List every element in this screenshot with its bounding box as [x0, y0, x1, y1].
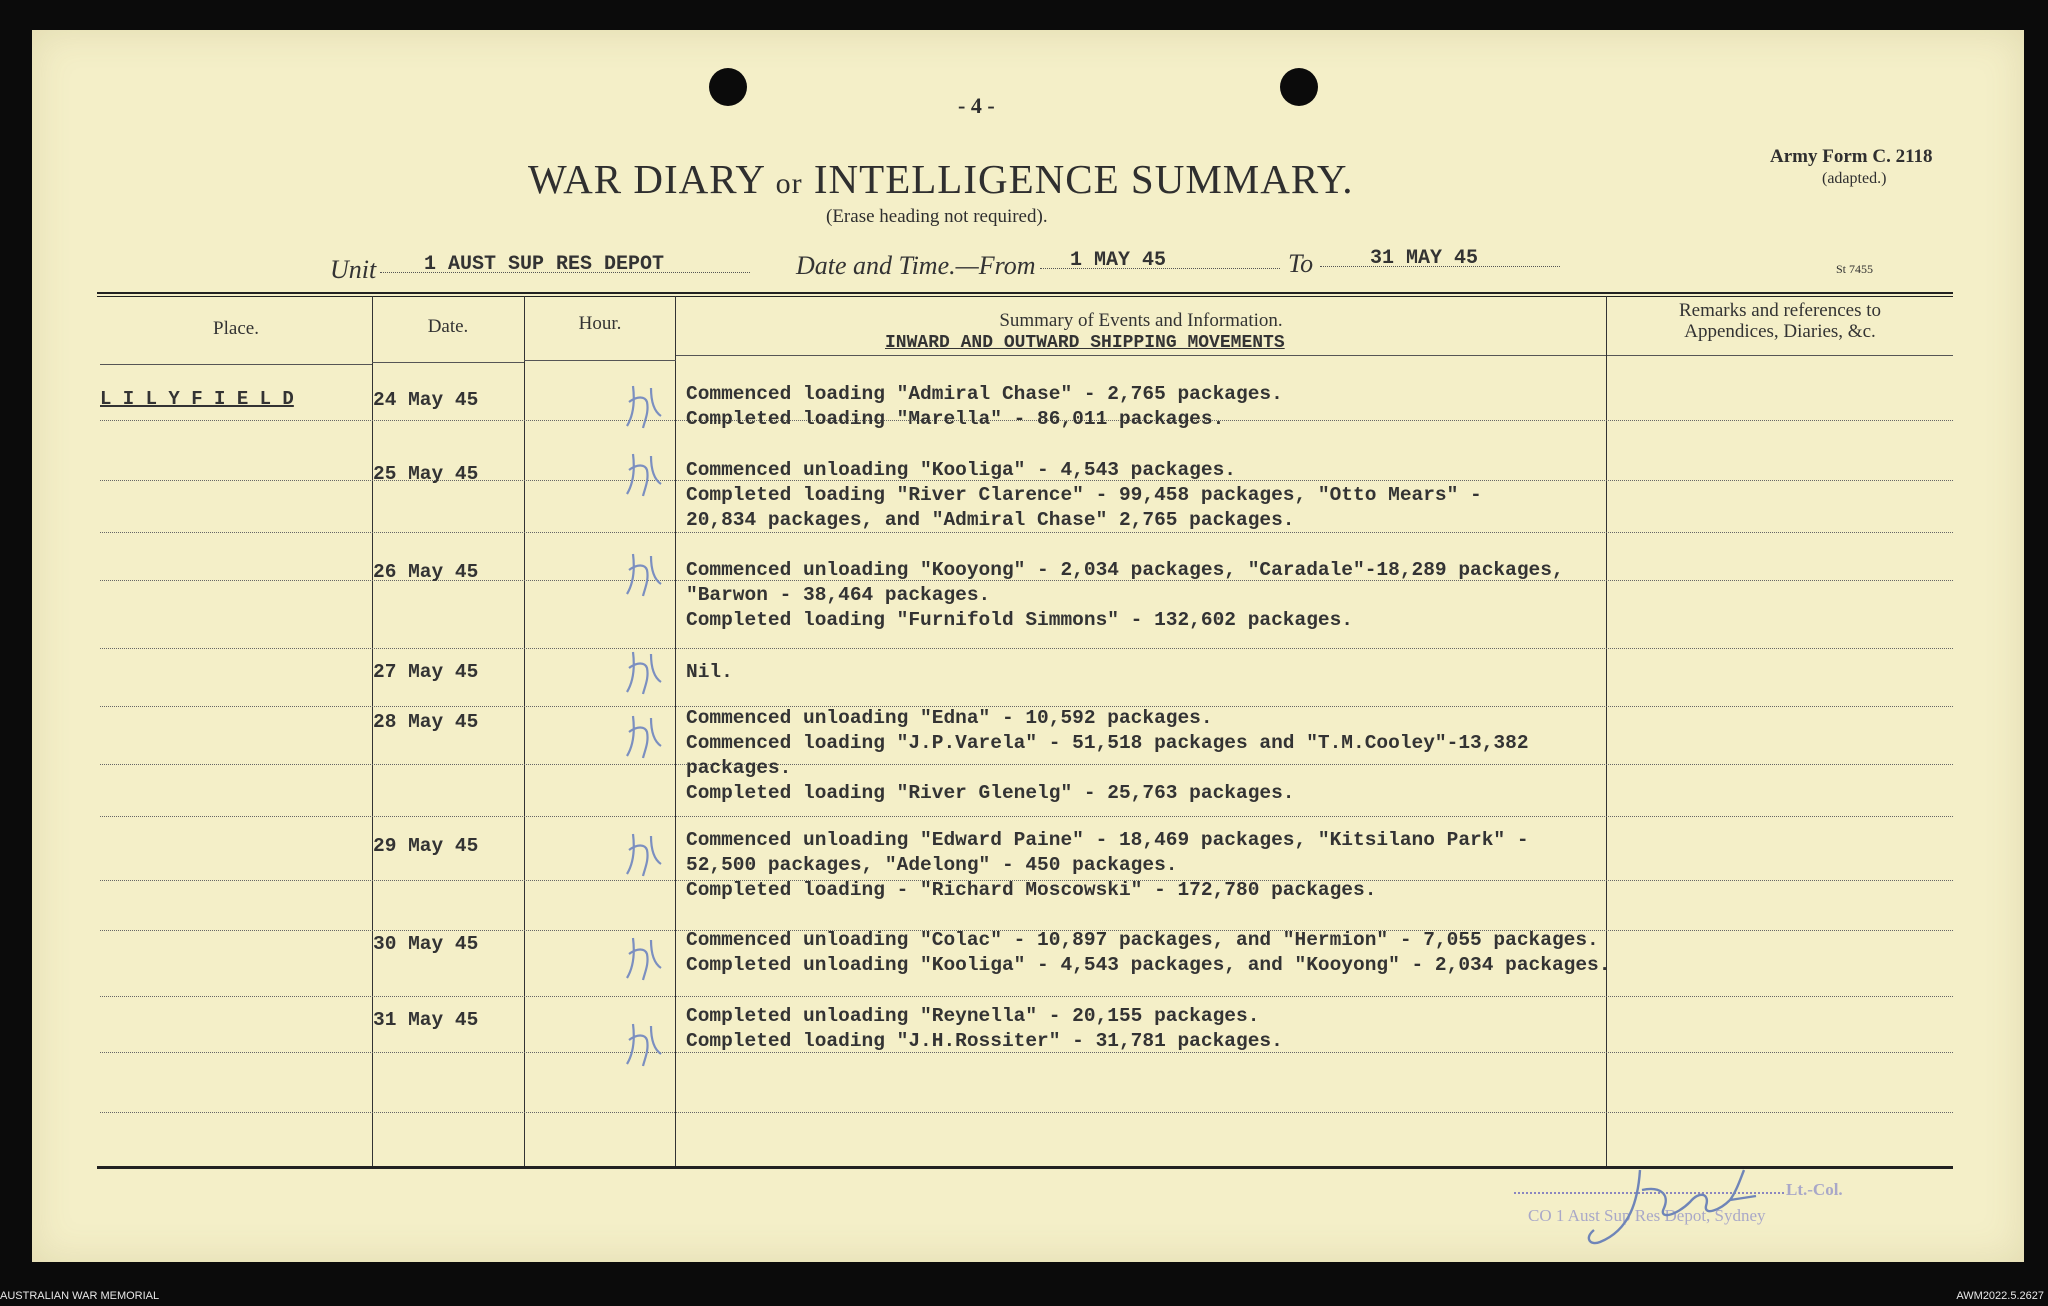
form-name: Army Form C. 2118 [1770, 146, 1933, 167]
entry-date: 31 May 45 [373, 1009, 479, 1031]
entry-line: Commenced unloading "Edna" - 10,592 packages. [686, 707, 1213, 729]
title-war-diary: WAR DIARY [528, 156, 765, 202]
ruled-line [100, 1112, 1953, 1114]
handwritten-initials [625, 550, 665, 600]
handwritten-initials [625, 382, 665, 432]
entry-summary [686, 706, 1529, 806]
header-rule [676, 355, 1606, 356]
entry-summary [686, 828, 1529, 903]
column-header-summary-sub: INWARD AND OUTWARD SHIPPING MOVEMENTS [885, 333, 1285, 353]
form-note: (adapted.) [1822, 170, 1887, 187]
date-to-label: To [1288, 249, 1314, 278]
column-header-summary: Summary of Events and Information. [999, 310, 1283, 331]
date-from-label: Date and Time.—From [796, 251, 1036, 280]
header-rule [524, 360, 676, 361]
header-rule [372, 362, 524, 363]
column-divider [1606, 296, 1607, 1166]
handwritten-signature [1580, 1150, 1780, 1250]
handwritten-initials [625, 1020, 665, 1070]
entry-line: Commenced unloading "Kooliga" - 4,543 packages. [686, 459, 1236, 481]
entry-date: 26 May 45 [373, 561, 479, 583]
date-from-value: 1 MAY 45 [1070, 249, 1167, 272]
column-header-remarks-1: Remarks and references to [1678, 300, 1882, 321]
place-value: L I L Y F I E L D [100, 388, 294, 410]
signature-rank: Lt.-Col. [1786, 1180, 1843, 1199]
entry-line: Completed loading "J.H.Rossiter" - 31,781 packages. [686, 1030, 1283, 1052]
entry-line: packages. [686, 757, 792, 779]
page-title [528, 155, 1354, 203]
entry-date: 28 May 45 [373, 711, 479, 733]
entry-line: Completed loading "River Glenelg" - 25,763 packages. [686, 782, 1295, 804]
table-top-rule-thin [97, 296, 1953, 297]
date-to-value: 31 MAY 45 [1370, 247, 1479, 270]
column-header-date: Date. [427, 316, 469, 337]
handwritten-initials [625, 934, 665, 984]
subtitle: (Erase heading not required). [826, 206, 1048, 227]
handwritten-initials [625, 450, 665, 500]
signature-stamp: CO 1 Aust Sup Res Depot, Sydney [1528, 1206, 1766, 1225]
ruled-line [100, 648, 1953, 650]
handwritten-initials [625, 648, 665, 698]
entry-line: Commenced loading "J.P.Varela" - 51,518 packages and "T.M.Cooley"-13,382 [686, 732, 1529, 754]
entry-line: Completed unloading "Kooliga" - 4,543 packages, and "Kooyong" - 2,034 packages. [686, 954, 1611, 976]
entry-date: 30 May 45 [373, 933, 479, 955]
entry-date: 25 May 45 [373, 463, 479, 485]
handwritten-initials [625, 830, 665, 880]
entry-line: Completed loading "Marella" - 86,011 packages. [686, 408, 1225, 430]
header-rule [100, 364, 372, 365]
footer-right: AWM2022.5.2627 [1956, 1290, 2044, 1302]
ruled-line [100, 996, 1953, 998]
handwritten-initials [625, 712, 665, 762]
entry-date: 24 May 45 [373, 389, 479, 411]
entry-line: Commenced unloading "Kooyong" - 2,034 packages, "Caradale"-18,289 packages, [686, 559, 1564, 581]
header-rule [1607, 355, 1953, 356]
page-number: - 4 - [958, 93, 995, 118]
punch-hole [709, 68, 747, 106]
title-intelligence-summary: INTELLIGENCE SUMMARY. [813, 156, 1354, 202]
entry-date: 27 May 45 [373, 661, 479, 683]
entry-line: 52,500 packages, "Adelong" - 450 packages. [686, 854, 1178, 876]
entry-line: 20,834 packages, and "Admiral Chase" 2,765 packages. [686, 509, 1295, 531]
entry-summary [686, 1004, 1283, 1054]
column-divider [524, 296, 525, 1166]
entry-line: Completed loading "Furnifold Simmons" - 132,602 packages. [686, 609, 1354, 631]
entry-summary [686, 660, 733, 685]
entry-summary [686, 382, 1283, 432]
entry-summary [686, 458, 1482, 533]
unit-value: 1 AUST SUP RES DEPOT [424, 253, 665, 276]
entry-date: 29 May 45 [373, 835, 479, 857]
entry-summary [686, 558, 1564, 633]
entry-line: Commenced unloading "Edward Paine" - 18,469 packages, "Kitsilano Park" - [686, 829, 1529, 851]
entry-line: "Barwon - 38,464 packages. [686, 584, 991, 606]
entry-summary [686, 928, 1610, 978]
footer-left: AUSTRALIAN WAR MEMORIAL [0, 1290, 160, 1302]
unit-label: Unit [330, 255, 377, 284]
entry-line: Completed loading - "Richard Moscowski" - 172,780 packages. [686, 879, 1377, 901]
column-header-place: Place. [213, 318, 259, 339]
title-or: or [775, 167, 803, 200]
column-header-hour: Hour. [578, 313, 622, 334]
entry-line: Nil. [686, 661, 733, 683]
table-top-rule [97, 292, 1953, 294]
column-header-remarks-2: Appendices, Diaries, &c. [1684, 321, 1876, 342]
entry-line: Commenced unloading "Colac" - 10,897 packages, and "Hermion" - 7,055 packages. [686, 929, 1599, 951]
column-divider [675, 296, 676, 1166]
punch-hole [1280, 68, 1318, 106]
entry-line: Completed unloading "Reynella" - 20,155 packages. [686, 1005, 1260, 1027]
st-number: St 7455 [1836, 262, 1874, 276]
ruled-line [100, 816, 1953, 818]
entry-line: Commenced loading "Admiral Chase" - 2,765 packages. [686, 383, 1283, 405]
entry-line: Completed loading "River Clarence" - 99,458 packages, "Otto Mears" - [686, 484, 1482, 506]
